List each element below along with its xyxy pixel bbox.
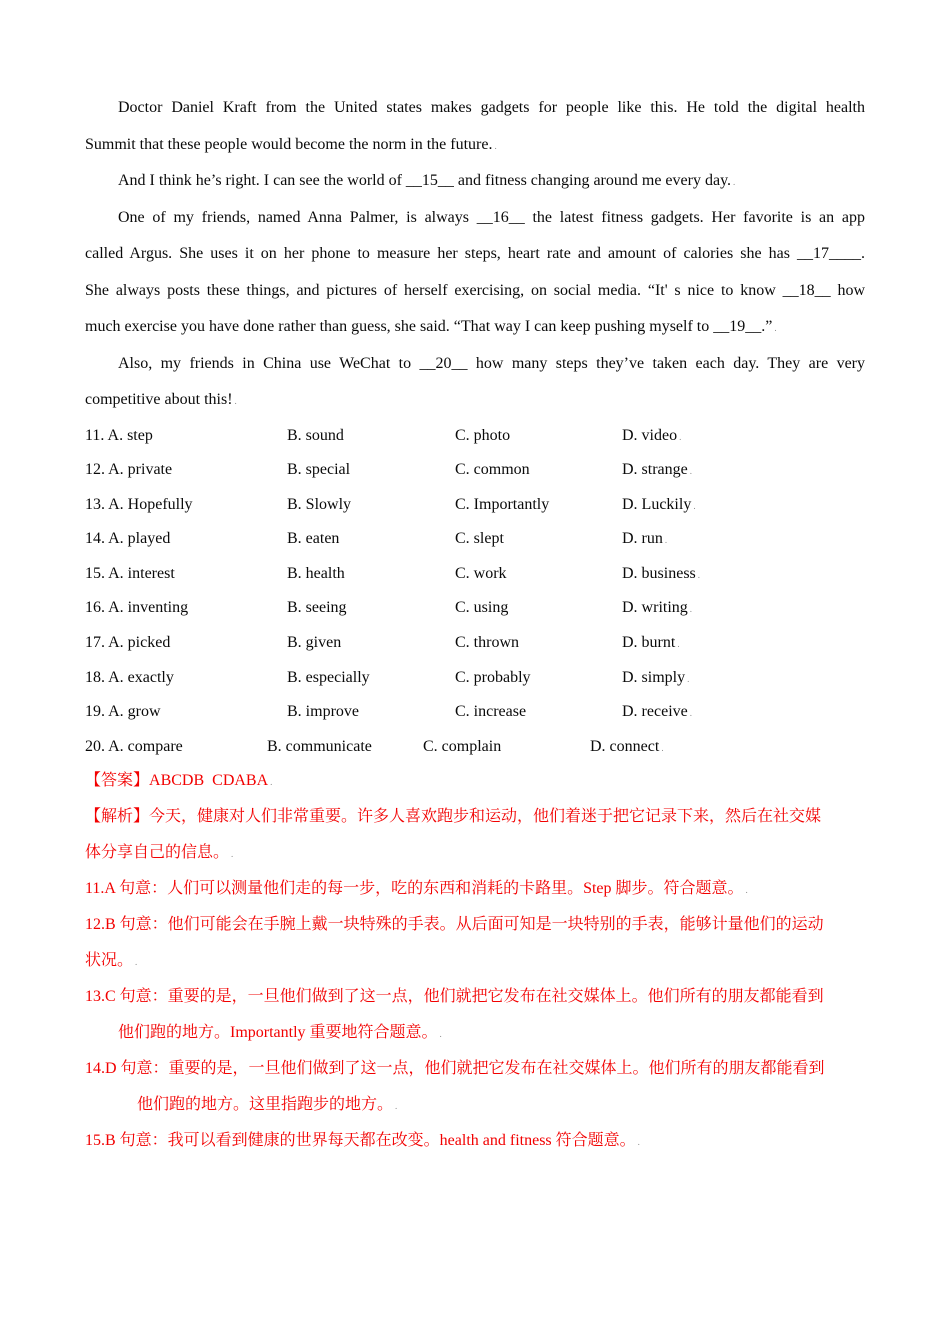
option-a: 20. A. compare [85,737,183,755]
option-d: D. burnt . [622,634,680,652]
passage-text: competitive about this! [85,391,233,408]
question-list [85,419,865,765]
option-a: 19. A. grow [85,703,161,721]
option-a: 18. A. exactly [85,668,174,686]
option-d: D. receive . [622,703,692,721]
paragraph-mark: . [270,777,273,788]
passage-line [85,346,865,383]
question-row [85,695,865,730]
paragraph-mark: . [745,885,748,896]
option-a: 16. A. inventing [85,599,189,617]
option-c: C. Importantly [455,495,550,513]
question-row [85,661,865,696]
option-b: B. sound [287,426,344,444]
passage-line [85,90,865,127]
analysis-line [85,979,865,1015]
paragraph-mark: . [231,849,234,860]
option-d: D. video . [622,426,682,444]
passage-line [85,273,865,310]
analysis-text: 14.D 句意：重要的是，一旦他们做到了这一点，他们就把它发布在社交媒体上。他们所有的朋友都能看到 [85,1060,825,1078]
analysis-text: 状况。 [85,952,134,970]
paragraph-mark: . [693,500,696,511]
option-d: D. writing . [622,599,693,617]
question-row [85,419,865,454]
paragraph-mark: . [135,957,138,968]
option-b: B. communicate [267,737,372,755]
option-c: C. thrown [455,634,519,652]
option-a: 17. A. picked [85,634,171,652]
answer-value: ABCDB CDABA [149,772,269,790]
analysis-text: 13.C 句意：重要的是，一旦他们做到了这一点，他们就把它发布在社交媒体上。他们所有的朋友都能看到 [85,988,824,1006]
passage-text: much exercise you have done rather than guess, she said. “That way I can keep pushing myself to __19__.” [85,318,773,335]
option-b: B. given [287,634,342,652]
question-row [85,626,865,661]
option-d: D. simply . [622,668,690,686]
analysis-text: 体分享自己的信息。 [85,844,230,862]
paragraph-mark: . [687,673,690,684]
option-a: 14. A. played [85,530,171,548]
passage-text: One of my friends, named Anna Palmer, is always __16__ the latest fitness gadgets. Her favorite is an app [118,208,865,226]
option-b: B. Slowly [287,495,352,513]
option-c: C. increase [455,703,527,721]
option-c: C. common [455,461,530,479]
option-c: C. work [455,564,507,582]
option-b: B. eaten [287,530,340,548]
paragraph-mark: . [689,708,692,719]
option-c: C. probably [455,668,531,686]
passage-text: And I think he’s right. I can see the world of __15__ and fitness changing around me every day. [118,172,732,189]
passage-text: She always posts these things, and pictures of herself exercising, on social media. “It' s nice to know __18__ how [85,281,865,299]
analysis-line [85,1087,865,1123]
option-d: D. business . [622,564,701,582]
analysis-text: 他们跑的地方。Importantly 重要地符合题意。 [118,1024,438,1042]
analysis-text: 他们跑的地方。这里指跑步的地方。 [137,1096,394,1114]
option-d: D. connect . [590,737,664,755]
passage-line [85,127,865,164]
question-row [85,453,865,488]
analysis-text: 15.B 句意：我可以看到健康的世界每天都在改变。health and fitness 符合题意。 [85,1132,636,1150]
paragraph-mark: . [679,431,682,442]
analysis-line [85,1123,865,1159]
option-b: B. health [287,564,345,582]
question-row [85,557,865,592]
passage-line [85,200,865,237]
analysis-line [85,943,865,979]
paragraph-mark: . [637,1137,640,1148]
paragraph-mark: . [689,466,693,477]
analysis-line [85,907,865,943]
option-b: B. especially [287,668,370,686]
option-d: D. Luckily . [622,495,696,513]
option-d: D. run . [622,530,668,548]
analysis-section [85,799,865,1159]
analysis-text: 【解析】今天，健康对人们非常重要。许多人喜欢跑步和运动，他们着迷于把它记录下来，然后在社交媒 [85,808,822,826]
passage-line [85,382,865,419]
question-row [85,591,865,626]
option-a: 15. A. interest [85,564,175,582]
paragraph-mark: . [664,535,668,546]
option-a: 12. A. private [85,461,173,479]
passage-line [85,236,865,273]
paragraph-mark: . [733,177,736,187]
passage-line [85,309,865,346]
paragraph-mark: . [494,140,497,151]
option-b: B. special [287,461,351,479]
analysis-text: 12.B 句意：他们可能会在手腕上戴一块特殊的手表。从后面可知是一块特别的手表，能够计量他们的运动 [85,916,824,934]
paragraph-mark: . [774,323,777,333]
paragraph-mark: . [439,1029,442,1040]
option-b: B. improve [287,703,359,721]
option-b: B. seeing [287,599,347,617]
analysis-line [85,1015,865,1051]
question-row [85,730,865,765]
analysis-text: 11.A 句意：人们可以测量他们走的每一步，吃的东西和消耗的卡路里。Step 脚步。符合题意。 [85,880,744,898]
passage-text: Also, my friends in China use WeChat to __20__ how many steps they’ve taken each day. They are very [118,354,865,372]
option-d: D. strange . [622,461,693,479]
paragraph-mark: . [234,396,237,406]
option-c: C. complain [423,737,502,755]
paragraph-mark: . [395,1101,398,1112]
cloze-passage [85,90,865,419]
answer-label: 【答案】 [85,772,150,790]
paragraph-mark: . [661,742,664,753]
passage-text: called Argus. She uses it on her phone to measure her steps, heart rate and amount of calories she has __17____. [85,245,865,262]
passage-line [85,163,865,200]
paragraph-mark: . [689,604,693,615]
option-a: 13. A. Hopefully [85,495,193,513]
paragraph-mark: . [697,569,701,580]
answer-line [85,764,865,799]
option-c: C. using [455,599,509,617]
option-c: C. photo [455,426,511,444]
analysis-line [85,799,865,835]
analysis-line [85,835,865,871]
option-c: C. slept [455,530,504,548]
analysis-line [85,1051,865,1087]
passage-text: Doctor Daniel Kraft from the United states makes gadgets for people like this. He told the digital health [118,99,865,116]
question-row [85,488,865,523]
paragraph-mark: . [677,639,680,650]
analysis-line [85,871,865,907]
passage-text: Summit that these people would become the norm in the future. [85,135,493,153]
question-row [85,522,865,557]
option-a: 11. A. step [85,426,153,444]
